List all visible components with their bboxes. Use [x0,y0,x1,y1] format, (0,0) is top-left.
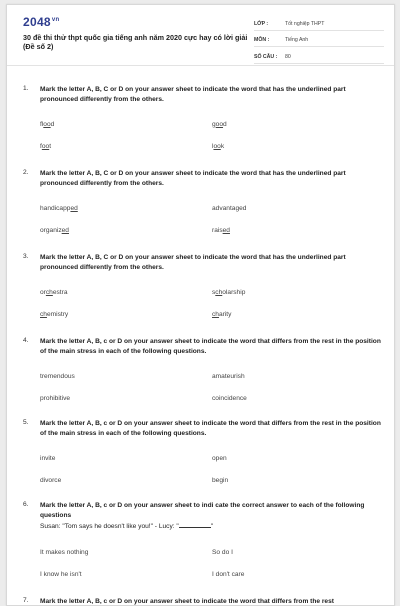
option-d[interactable]: raised [212,227,230,234]
option-a[interactable]: handicapped [40,205,78,212]
meta-question-count: SỐ CÂU : 80 [254,51,384,64]
option-d[interactable]: charity [212,311,232,318]
option-b[interactable]: good [212,121,227,128]
option-a[interactable]: invite [40,455,56,462]
option-b[interactable]: open [212,455,227,462]
option-a[interactable]: orchestra [40,289,68,296]
option-b[interactable]: amateurish [212,373,245,380]
option-a[interactable]: It makes nothing [40,549,89,556]
exam-meta [254,18,384,68]
option-c[interactable]: chemistry [40,311,69,318]
question-6-text: Mark the letter A, B, c or D on your answer sheet to indi cate the correct answer to each of the following questions [40,502,365,519]
option-b[interactable]: scholarship [212,289,246,296]
option-b[interactable]: So do I [212,549,233,556]
option-d[interactable]: begin [212,477,229,484]
option-c[interactable]: prohibitive [40,395,71,402]
option-c[interactable]: organized [40,227,69,234]
option-c[interactable]: divorce [40,477,62,484]
option-c[interactable]: I know he isn't [40,571,82,578]
meta-subject: MÔN : Tiếng Anh [254,35,384,48]
option-a[interactable]: flood [40,121,55,128]
document-header [7,5,394,66]
site-logo[interactable]: $2048^{vn}$ [23,15,60,29]
document-page: $2048^{vn}$ 30 đề thi thử thpt quốc gia tiếng anh năm 2020 cực hay có lời giải (Đề số 2) LỚP : Tốt nghiệp THPT MÔN : Tiếng Anh SỐ CÂU : 80 1. Mark the letter A, B, C or D on your answer sheet to indicate the word that has the underlined part pronounced differently from the others. flood good foot look 2. Mark the letter A, B, C or D on your answer sheet to indicate the word that has the underlined part pronounced differently from the others. handicapped advantaged organized raised 3. Mark the letter A, B, C or D on your answer sheet to indicate the word that has the underlined part pronounced differently from the others. orchestra scholarship chemistry charity 4. Mark the letter A, B, c or D on your answer sheet to indicate the word that differs from the rest in the position of the main stress in each of the following questions. tremendous amateurish prohibitive coincidence 5. Mark the letter A, B, c or D on your answer sheet to indicate the word that differs from the rest in the position of the main stress in each of the following questions. invite open divorce begin 6. Mark the letter A, B, c or D on your answer sheet to indi cate the correct answer to each of the following questions Susan: "Tom says he doesn't like you!" - Lucy: " " It makes nothing So do I I know he isn't I don't care 7. Mark the letter A, B, c or D on your answer sheet to indicate the word that differs from the rest [6,4,395,606]
meta-class: LỚP : Tốt nghiệp THPT [254,18,384,31]
option-d[interactable]: coincidence [212,395,247,402]
option-a[interactable]: tremendous [40,373,75,380]
option-c[interactable]: foot [40,143,52,150]
option-d[interactable]: I don't care [212,571,245,578]
option-d[interactable]: look [212,143,225,150]
question-6-dialogue: Susan: "Tom says he doesn't like you!" - Lucy: " " [40,523,214,530]
document-title: 30 đề thi thử thpt quốc gia tiếng anh năm 2020 cực hay có lời giải (Đề số 2) [23,33,248,51]
option-b[interactable]: advantaged [212,205,247,212]
answer-blank [179,521,211,528]
